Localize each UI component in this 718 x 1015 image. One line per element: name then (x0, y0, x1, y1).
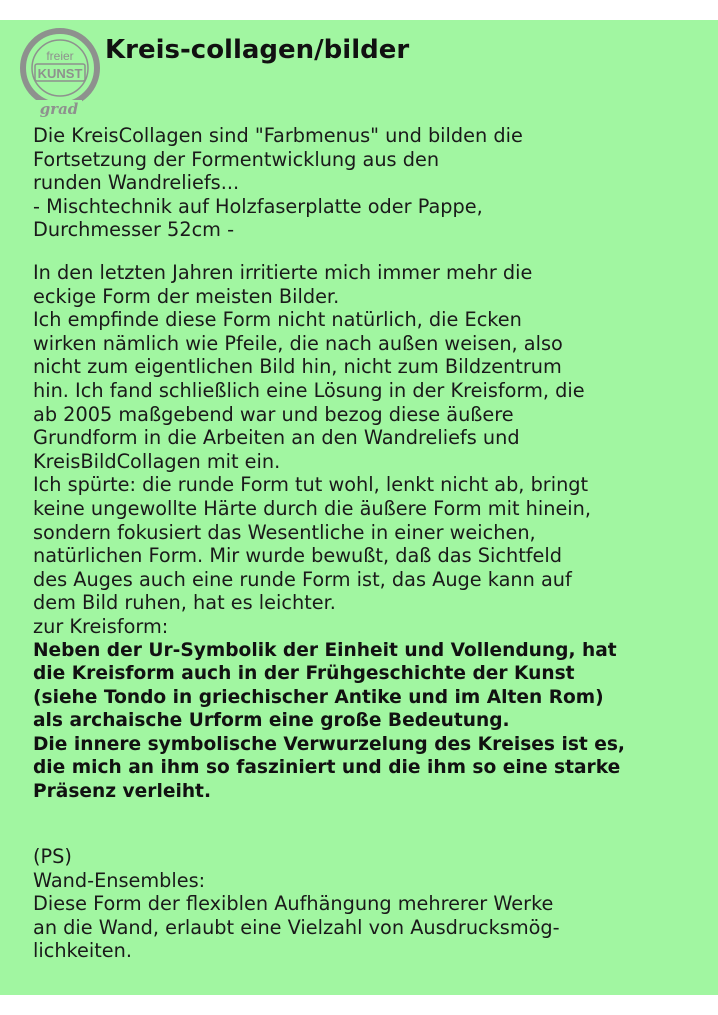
text-line: Ich empfinde diese Form nicht natürlich, die Ecken (33, 308, 522, 332)
logo-text-bottom: grad (39, 100, 79, 118)
emphasis-line: die mich an ihm so fasziniert und die ihm so eine starke (33, 757, 621, 779)
page-title: Kreis-collagen/bilder (105, 35, 410, 65)
text-line: hin. Ich fand schließlich eine Lösung in der Kreisform, die (33, 378, 585, 402)
intro-line: - Mischtechnik auf Holzfaserplatte oder Pappe, (33, 194, 483, 218)
intro-line: Die KreisCollagen sind "Farbmenus" und bilden die (33, 124, 523, 147)
emphasis-line: Die innere symbolische Verwurzelung des Kreises ist es, (33, 733, 625, 755)
text-line: nicht zum eigentlichen Bild hin, nicht zum Bildzentrum (33, 355, 562, 379)
emphasis-line: (siehe Tondo in griechischer Antike und im Alten Rom) (33, 686, 604, 708)
text-line: Grundform in die Arbeiten an den Wandreliefs und (33, 426, 520, 450)
ps-paragraph (33, 845, 705, 963)
text-line: eckige Form der meisten Bilder. (33, 284, 340, 308)
emphasis-line: Präsenz verleiht. (33, 781, 212, 803)
ps-line: Wand-Ensembles: (33, 868, 206, 892)
text-line: KreisBildCollagen mit ein. (33, 449, 281, 473)
text-line: des Auges auch eine runde Form ist, das Auge kann auf (33, 567, 572, 591)
emphasis-line: Neben der Ur-Symbolik der Einheit und Vollendung, hat (33, 639, 617, 661)
ps-line: lichkeiten. (33, 939, 133, 963)
text-line: wirken nämlich wie Pfeile, die nach außen weisen, also (33, 331, 563, 355)
logo-text-top: freier (46, 49, 74, 63)
text-line: dem Bild ruhen, hat es leichter. (33, 591, 336, 615)
main-paragraph (33, 261, 705, 804)
intro-line: Durchmesser 52cm - (33, 218, 235, 242)
text-line: sondern fokusiert das Wesentliche in einer weichen, (33, 520, 536, 544)
text-line: natürlichen Form. Mir wurde bewußt, daß das Sichtfeld (33, 544, 563, 568)
logo-text-middle: KUNST (37, 66, 83, 81)
intro-paragraph (33, 124, 705, 242)
ps-line: Diese Form der flexiblen Aufhängung mehrerer Werke (33, 892, 554, 916)
intro-line: Fortsetzung der Formentwicklung aus den (33, 147, 440, 171)
ps-line: (PS) (33, 845, 72, 868)
emphasis-line: als archaische Urform eine große Bedeutung. (33, 710, 510, 732)
intro-line: runden Wandreliefs... (33, 171, 240, 195)
text-line: In den letzten Jahren irritierte mich immer mehr die (33, 261, 533, 284)
text-line: zur Kreisform: (33, 614, 169, 638)
text-line: keine ungewollte Härte durch die äußere Form mit hinein, (33, 496, 592, 520)
text-line: Ich spürte: die runde Form tut wohl, lenkt nicht ab, bringt (33, 473, 589, 497)
text-line: ab 2005 maßgebend war und bezog diese äußere (33, 402, 514, 426)
emphasis-line: die Kreisform auch in der Frühgeschichte der Kunst (33, 663, 575, 685)
ps-line: an die Wand, erlaubt eine Vielzahl von Ausdrucksmög- (33, 915, 560, 939)
freier-kunst-grad-logo-icon[interactable] (18, 28, 102, 118)
